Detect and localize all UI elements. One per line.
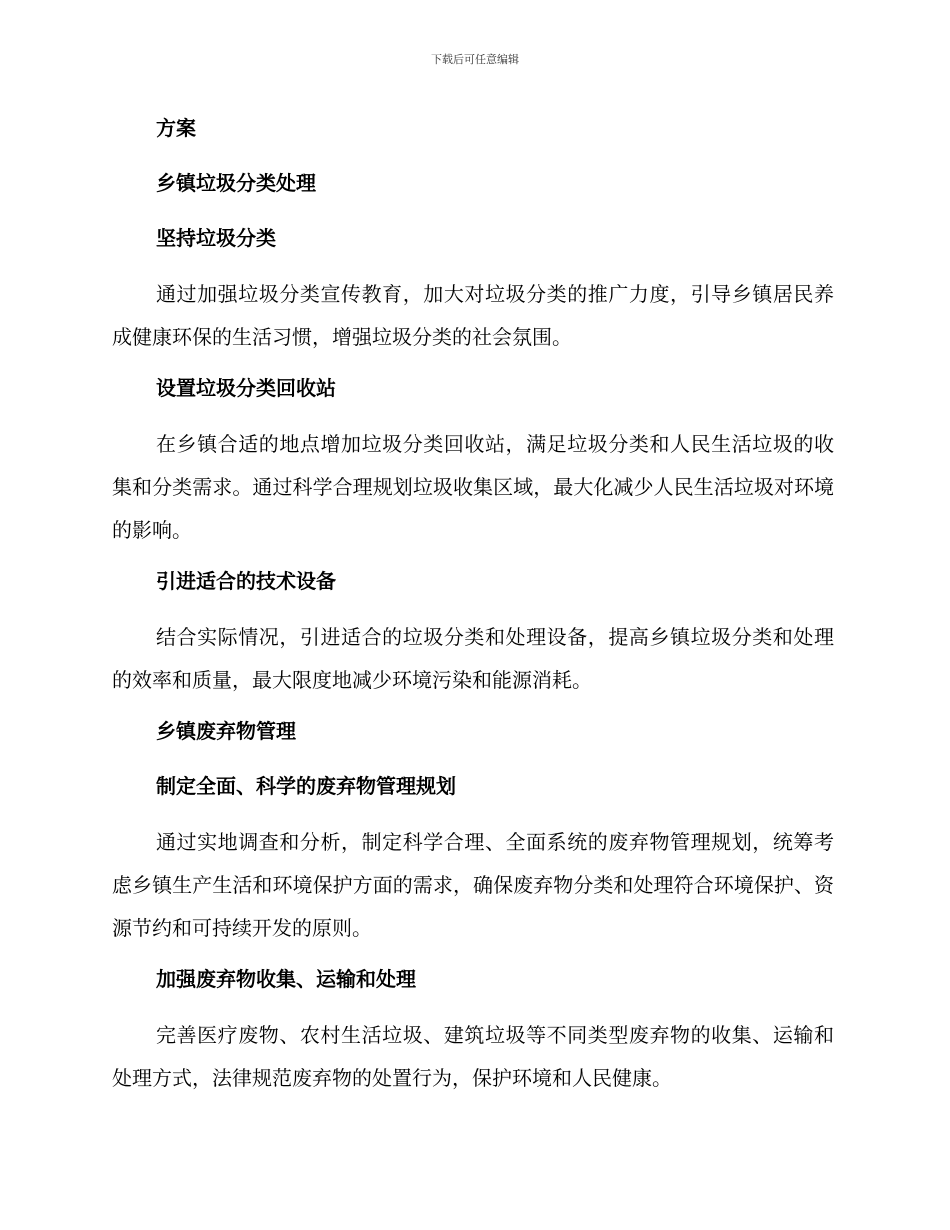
heading-recycling-station: 设置垃圾分类回收站 xyxy=(156,376,336,400)
heading-plan: 方案 xyxy=(156,116,196,140)
heading-management-planning: 制定全面、科学的废弃物管理规划 xyxy=(156,774,456,798)
paragraph-insist-sorting: 通过加强垃圾分类宣传教育，加大对垃圾分类的推广力度，引导乡镇居民养成健康环保的生活习惯，增强垃圾分类的社会氛围。 xyxy=(112,282,834,349)
paragraph-collection-transport: 完善医疗废物、农村生活垃圾、建筑垃圾等不同类型废弃物的收集、运输和处理方式，法律规范废弃物的处置行为，保护环境和人民健康。 xyxy=(112,1023,834,1090)
paragraph-technical-equipment: 结合实际情况，引进适合的垃圾分类和处理设备，提高乡镇垃圾分类和处理的效率和质量，最大限度地减少环境污染和能源消耗。 xyxy=(112,625,834,692)
heading-insist-sorting: 坚持垃圾分类 xyxy=(156,226,276,250)
heading-garbage-sorting: 乡镇垃圾分类处理 xyxy=(156,171,316,195)
heading-waste-management: 乡镇废弃物管理 xyxy=(156,719,296,743)
page-header-note: 下载后可任意编辑 xyxy=(431,53,519,66)
heading-collection-transport: 加强废弃物收集、运输和处理 xyxy=(156,967,416,991)
paragraph-recycling-station: 在乡镇合适的地点增加垃圾分类回收站，满足垃圾分类和人民生活垃圾的收集和分类需求。通过科学合理规划垃圾收集区域，最大化减少人民生活垃圾对环境的影响。 xyxy=(112,432,834,542)
document-body xyxy=(112,108,834,1109)
paragraph-management-planning: 通过实地调查和分析，制定科学合理、全面系统的废弃物管理规划，统筹考虑乡镇生产生活和环境保护方面的需求，确保废弃物分类和处理符合环境保护、资源节约和可持续开发的原则。 xyxy=(112,830,834,940)
heading-technical-equipment: 引进适合的技术设备 xyxy=(156,569,336,593)
